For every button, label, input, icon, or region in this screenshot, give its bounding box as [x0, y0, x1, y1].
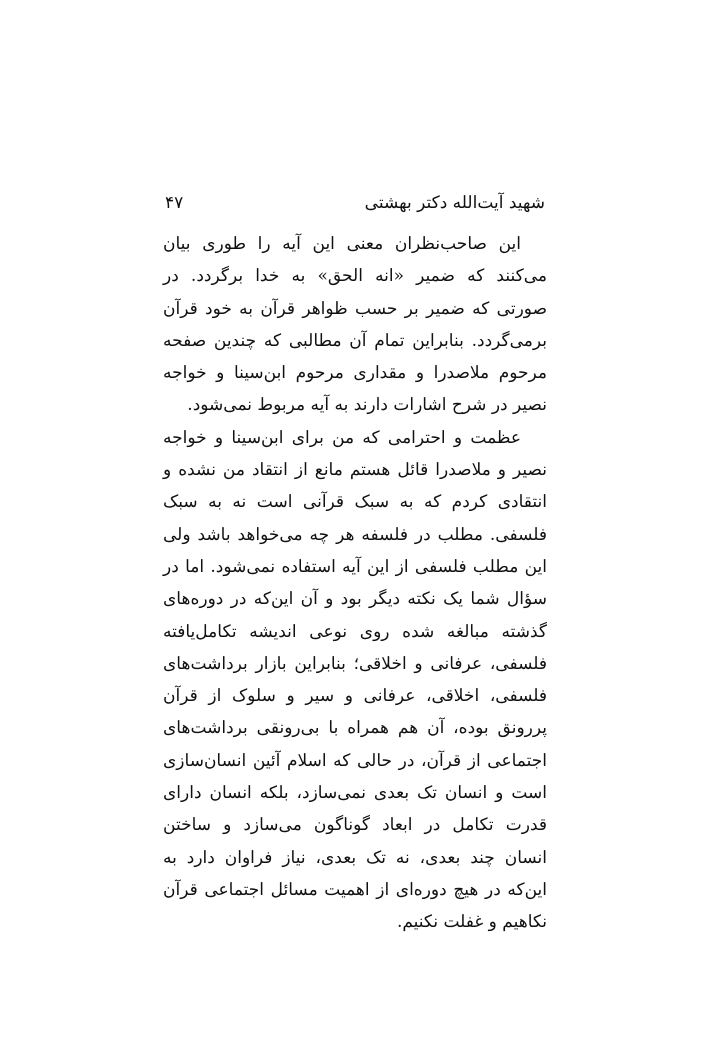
body-text — [163, 228, 547, 939]
running-title: شهید آیت‌الله دکتر بهشتی — [364, 193, 545, 213]
page-number: ۴۷ — [165, 193, 184, 213]
paragraph: این صاحب‌نظران معنی این آیه را طوری بیان می‌کنند که ضمیر «انه الحق» به خدا برگردد. در صورتی که ضمیر بر حسب ظواهر قرآن به خود قرآن برمی‌گردد. بنابراین تمام آن مطالبی که چندین صفحه مرحوم ملاصدرا و مقداری مرحوم ابن‌سینا و خواجه نصیر در شرح اشارات دارند به آیه مربوط نمی‌شود. — [163, 234, 547, 416]
paragraph: عظمت و احترامی که من برای ابن‌سینا و خواجه نصیر و ملاصدرا قائل هستم مانع از انتقاد من نشده و انتقادی کردم که به سبک قرآنی است نه به سبک فلسفی. مطلب در فلسفه هر چه می‌خواهد باشد ولی این مطلب فلسفی از این آیه استفاده نمی‌شود. اما در سؤال شما یک نکته دیگر بود و آن این‌که در دوره‌های گذشته مبالغه شده روی نوعی اندیشه تکامل‌یافته فلسفی، عرفانی و اخلاقی؛ بنابراین بازار برداشت‌های فلسفی، اخلاقی، عرفانی و سیر و سلوک از قرآن پررونق بوده، آن هم همراه با بی‌رونقی برداشت‌های اجتماعی از قرآن، در حالی که اسلام آئین انسان‌سازی است و انسان تک بعدی نمی‌سازد، بلکه انسان دارای قدرت تکامل در ابعاد گوناگون می‌سازد و ساختن انسان چند بعدی، نه تک بعدی، نیاز فراوان دارد به این‌که در هیچ دوره‌ای از اهمیت مسائل اجتماعی قرآن نکاهیم و غفلت نکنیم. — [163, 427, 547, 933]
page-header — [165, 187, 545, 219]
